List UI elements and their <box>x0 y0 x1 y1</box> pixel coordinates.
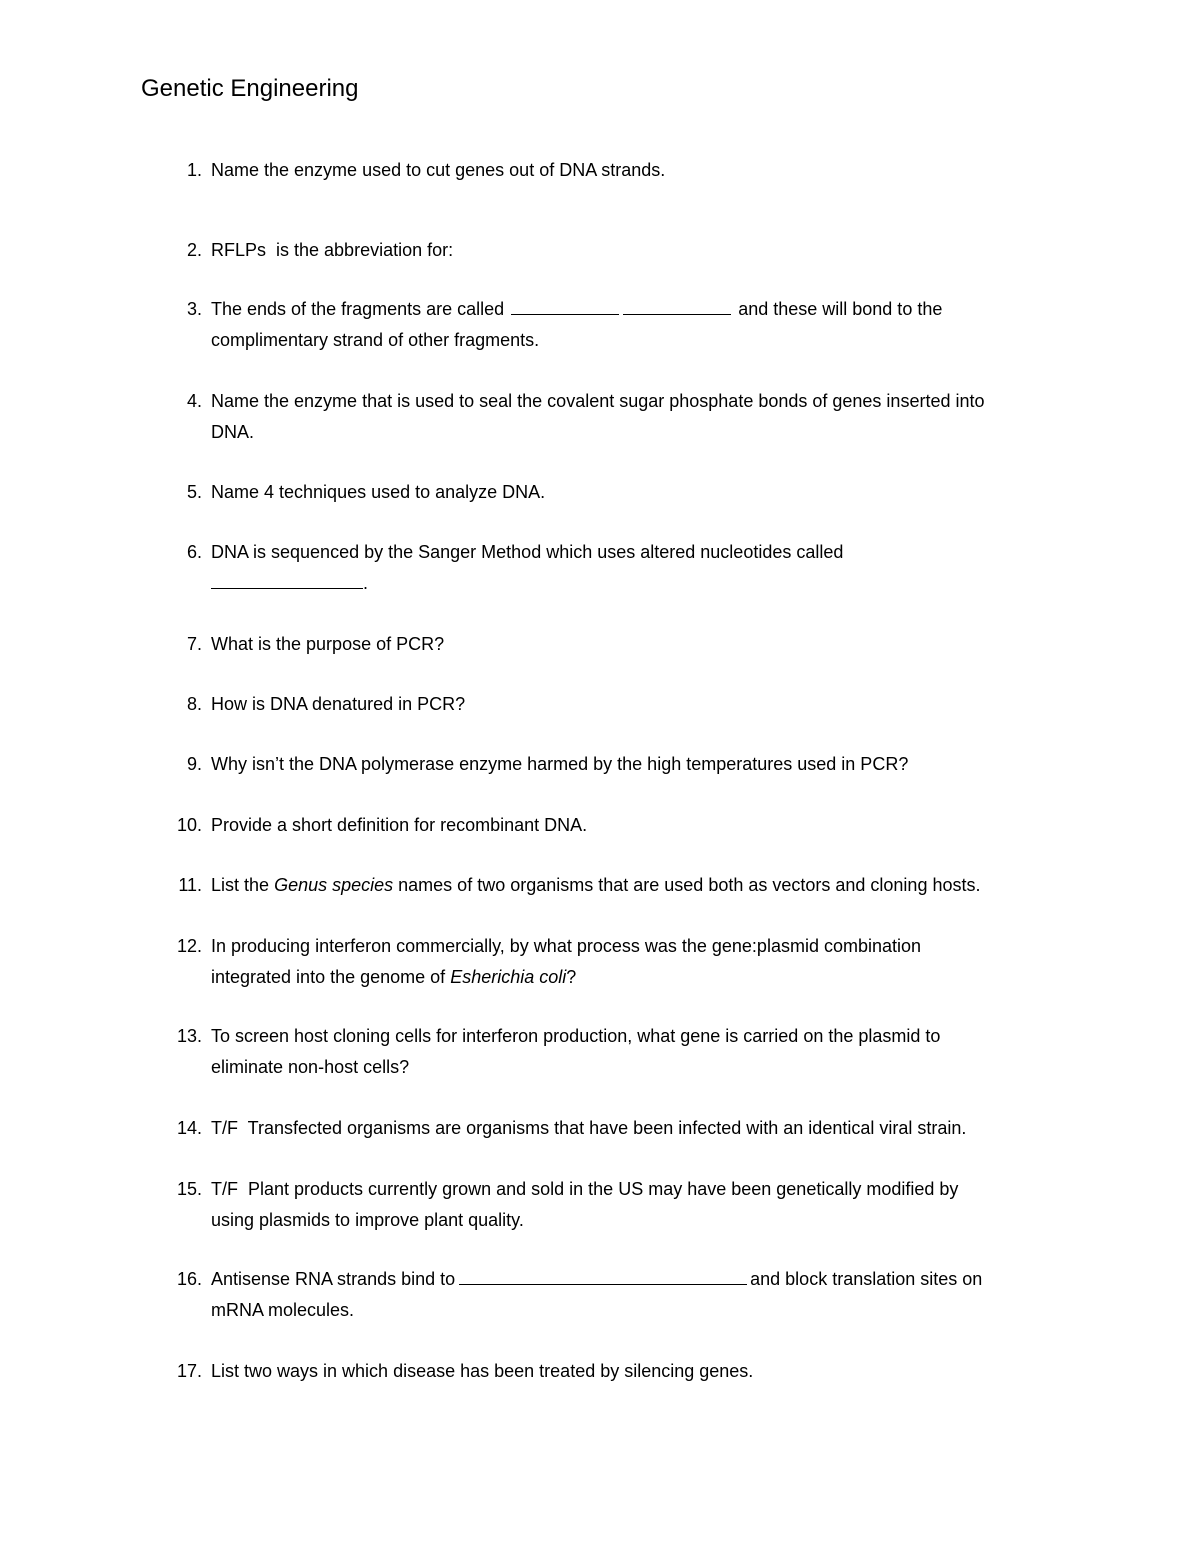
question-text: Why isn’t the DNA polymerase enzyme harmed by the high temperatures used in PCR? <box>211 754 909 774</box>
question-number: 15. <box>176 1179 202 1199</box>
answer-blank[interactable] <box>623 296 731 315</box>
question-number: 13. <box>176 1026 202 1046</box>
italic-term: Esherichia coli <box>450 967 567 987</box>
question-number: 8. <box>186 694 202 714</box>
question-text: Name the enzyme that is used to seal the covalent sugar phosphate bonds of genes inserted into DNA. <box>211 391 985 442</box>
question-text: In producing interferon commercially, by what process was the gene:plasmid combination integrated into the genome of Esherichia coli? <box>211 936 922 987</box>
question-text-part: The ends of the fragments are called <box>211 299 505 319</box>
question-number: 1. <box>186 160 202 180</box>
question-text: T/F Transfected organisms are organisms that have been infected with an identical viral strain. <box>211 1118 967 1138</box>
document-title: Genetic Engineering <box>141 75 359 102</box>
question-number: 17. <box>176 1361 202 1381</box>
italic-term: Genus species <box>274 875 394 895</box>
question-number: 9. <box>186 754 202 774</box>
question-text: To screen host cloning cells for interferon production, what gene is carried on the plasmid to eliminate non-host cells? <box>211 1026 941 1077</box>
question-number: 14. <box>176 1118 202 1138</box>
question-text: T/F Plant products currently grown and sold in the US may have been genetically modified by using plasmids to improve plant quality. <box>211 1179 959 1230</box>
question-text: List two ways in which disease has been treated by silencing genes. <box>211 1361 754 1381</box>
question-number: 11. <box>178 875 202 895</box>
question-text: Antisense RNA strands bind to and block translation sites on mRNA molecules. <box>211 1264 1071 1326</box>
question-number: 4. <box>186 391 202 411</box>
question-text <box>211 294 1071 356</box>
question-text: DNA is sequenced by the Sanger Method which uses altered nucleotides called . <box>211 542 844 593</box>
answer-blank[interactable] <box>211 570 363 589</box>
question-text-line2: complimentary strand of other fragments. <box>211 330 540 350</box>
question-number: 16. <box>176 1269 202 1289</box>
question-text-part: and these will bond to the <box>738 299 943 319</box>
question-number: 12. <box>176 936 202 956</box>
question-text: List the Genus species names of two organisms that are used both as vectors and cloning hosts. <box>211 875 981 895</box>
question-number: 2. <box>186 240 202 260</box>
question-text: Name the enzyme used to cut genes out of DNA strands. <box>211 160 666 180</box>
question-number: 10. <box>176 815 202 835</box>
question-number: 6. <box>186 542 202 562</box>
question-text: What is the purpose of PCR? <box>211 634 445 654</box>
answer-blank[interactable] <box>459 1266 747 1285</box>
answer-blank[interactable] <box>511 296 619 315</box>
question-number: 5. <box>186 482 202 502</box>
question-text: How is DNA denatured in PCR? <box>211 694 466 714</box>
question-text: RFLPs is the abbreviation for: <box>211 240 454 260</box>
question-text: Name 4 techniques used to analyze DNA. <box>211 482 546 502</box>
question-text: Provide a short definition for recombinant DNA. <box>211 815 588 835</box>
question-number: 7. <box>186 634 202 654</box>
question-number: 3. <box>186 299 202 319</box>
